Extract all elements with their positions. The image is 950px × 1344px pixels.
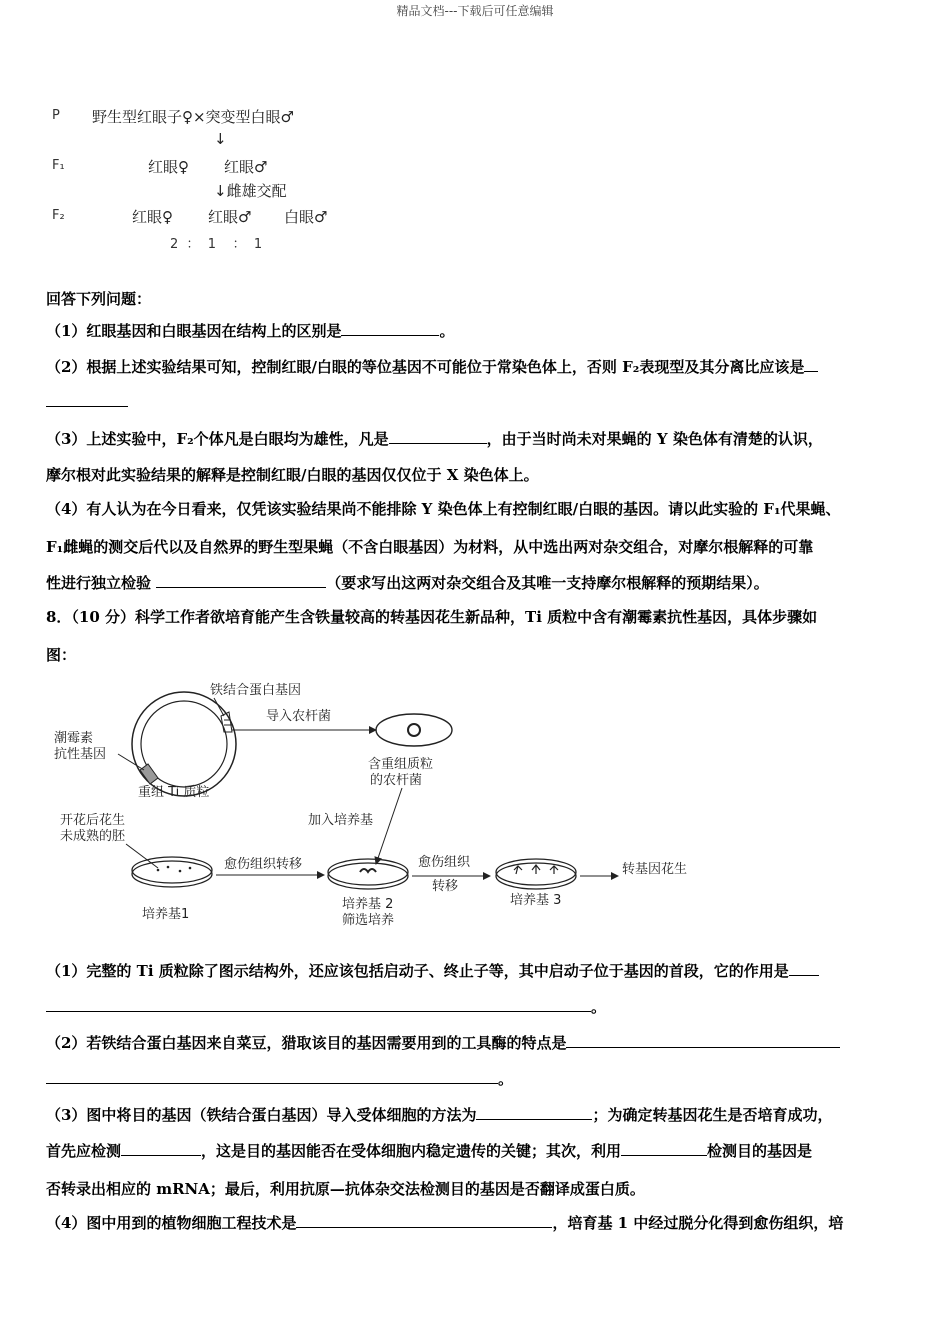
answer-blank[interactable] — [789, 961, 819, 976]
answer-blank[interactable] — [341, 321, 439, 336]
answer-blank[interactable] — [46, 997, 591, 1012]
embryo-label-1: 开花后花生 — [60, 813, 126, 828]
p-label: P — [52, 108, 60, 123]
q7-4b: F₁雌蝇的测交后代以及自然界的野生型果蝇（不含白眼基因）为材料，从中选出两对杂交组合，对摩尔根解释的可靠 — [46, 538, 814, 556]
q7-4c: 性进行独立检验 （要求写出这两对杂交组合及其唯一支持摩尔根解释的预期结果）。 — [46, 574, 769, 592]
embryo-label-2: 未成熟的胚 — [60, 829, 126, 844]
gene-transfer-diagram — [46, 672, 726, 942]
hyg-label-1: 潮霉素 — [54, 731, 94, 746]
agrobacterium-icon — [376, 714, 452, 746]
import-label: 导入农杆菌 — [266, 709, 332, 724]
f1-male: 红眼♂ — [224, 158, 268, 176]
answer-blank[interactable] — [121, 1141, 201, 1156]
agro-label-2: 的农杆菌 — [370, 773, 423, 788]
q7-intro: 回答下列问题： — [46, 290, 152, 308]
medium3-label: 培养基 3 — [510, 893, 562, 908]
petri-dish-icon — [328, 859, 408, 889]
mating-label: 雌雄交配 — [226, 182, 287, 200]
answer-blank[interactable] — [476, 1105, 592, 1120]
medium2-label: 培养基 2 — [342, 897, 394, 912]
q7-3b: 摩尔根对此实验结果的解释是控制红眼/白眼的基因仅仅位于 X 染色体上。 — [46, 466, 539, 484]
ti-plasmid-label: 重组 Ti 质粒 — [138, 785, 210, 800]
f1-female: 红眼♀ — [148, 158, 189, 176]
f2-red-male: 红眼♂ — [208, 208, 252, 226]
answer-blank[interactable] — [566, 1033, 840, 1048]
f1-label: F₁ — [52, 158, 65, 173]
q7-2: （2）根据上述实验结果可知，控制红眼/白眼的等位基因不可能位于常染色体上，否则 F₂表现型及其分离比应该是 — [46, 356, 818, 377]
q8-title-2: 图： — [46, 646, 77, 664]
page-header: 精品文档---下载后可任意编辑 — [396, 4, 554, 18]
callus-transfer-label: 愈伤组织转移 — [224, 857, 303, 872]
q8-3c: 否转录出相应的 mRNA；最后，利用抗原—抗体杂交法检测目的基因是否翻译成蛋白质。 — [46, 1180, 645, 1198]
add-medium-label: 加入培养基 — [308, 813, 374, 828]
f2-ratio: 2 ： 1 ： 1 — [170, 237, 263, 252]
f2-white-male: 白眼♂ — [284, 208, 328, 226]
q8-3b: 首先应检测 ，这是目的基因能否在受体细胞内稳定遗传的关键；其次，利用 检测目的基因是 — [46, 1142, 813, 1160]
hyg-label-2: 抗性基因 — [54, 747, 107, 762]
f2-label: F₂ — [52, 208, 65, 223]
medium1-label: 培养基1 — [142, 907, 190, 922]
p-generation: 野生型红眼子♀×突变型白眼♂ — [92, 108, 295, 126]
callus-transfer2-label-b: 转移 — [432, 879, 459, 894]
petri-dish-icon — [496, 859, 576, 889]
arrow-down-icon: ↓ — [214, 130, 227, 148]
q8-1: （1）完整的 Ti 质粒除了图示结构外，还应该包括启动子、终止子等，其中启动子位于基因的首段，它的作用是 — [46, 960, 819, 981]
iron-gene-label: 铁结合蛋白基因 — [210, 683, 302, 698]
answer-blank[interactable] — [621, 1141, 707, 1156]
answer-blank[interactable] — [389, 429, 487, 444]
f2-red-female: 红眼♀ — [132, 208, 173, 226]
arrow-down-icon: ↓ — [214, 182, 227, 200]
ti-plasmid-icon — [132, 692, 236, 796]
q7-4a: （4）有人认为在今日看来，仅凭该实验结果尚不能排除 Y 染色体上有控制红眼/白眼的基因。请以此实验的 F₁代果蝇、 — [46, 500, 841, 518]
answer-blank[interactable] — [296, 1213, 552, 1228]
transgenic-label: 转基因花生 — [622, 862, 688, 877]
q8-1-cont: 。 — [46, 996, 606, 1017]
q8-title: 8．（10 分）科学工作者欲培育能产生含铁量较高的转基因花生新品种，Ti 质粒中含有潮霉素抗性基因，具体步骤如 — [46, 608, 818, 626]
answer-blank[interactable] — [46, 392, 128, 407]
q8-2-cont: 。 — [46, 1068, 513, 1089]
answer-blank[interactable] — [46, 1069, 498, 1084]
petri-dish-icon — [132, 857, 212, 887]
q8-2: （2）若铁结合蛋白基因来自菜豆，猎取该目的基因需要用到的工具酶的特点是 — [46, 1032, 840, 1053]
agro-label-1: 含重组质粒 — [368, 757, 434, 772]
answer-blank[interactable] — [156, 573, 326, 588]
medium2-sub-label: 筛选培养 — [342, 913, 395, 928]
q8-3a: （3）图中将目的基因（铁结合蛋白基因）导入受体细胞的方法为 ；为确定转基因花生是否培育成功， — [46, 1106, 833, 1124]
answer-blank[interactable] — [804, 357, 818, 372]
q7-2-cont — [46, 392, 128, 411]
mating-arrow — [214, 180, 287, 201]
q8-4: （4）图中用到的植物细胞工程技术是 ，培育基 1 中经过脱分化得到愈伤组织，培 — [46, 1214, 844, 1232]
q7-3a: （3）上述实验中，F₂个体凡是白眼均为雄性，凡是 ，由于当时尚未对果蝇的 Y 染色体有清楚的认识， — [46, 430, 823, 448]
callus-transfer2-label-a: 愈伤组织 — [418, 855, 471, 870]
q7-1: （1）红眼基因和白眼基因在结构上的区别是 。 — [46, 322, 455, 340]
